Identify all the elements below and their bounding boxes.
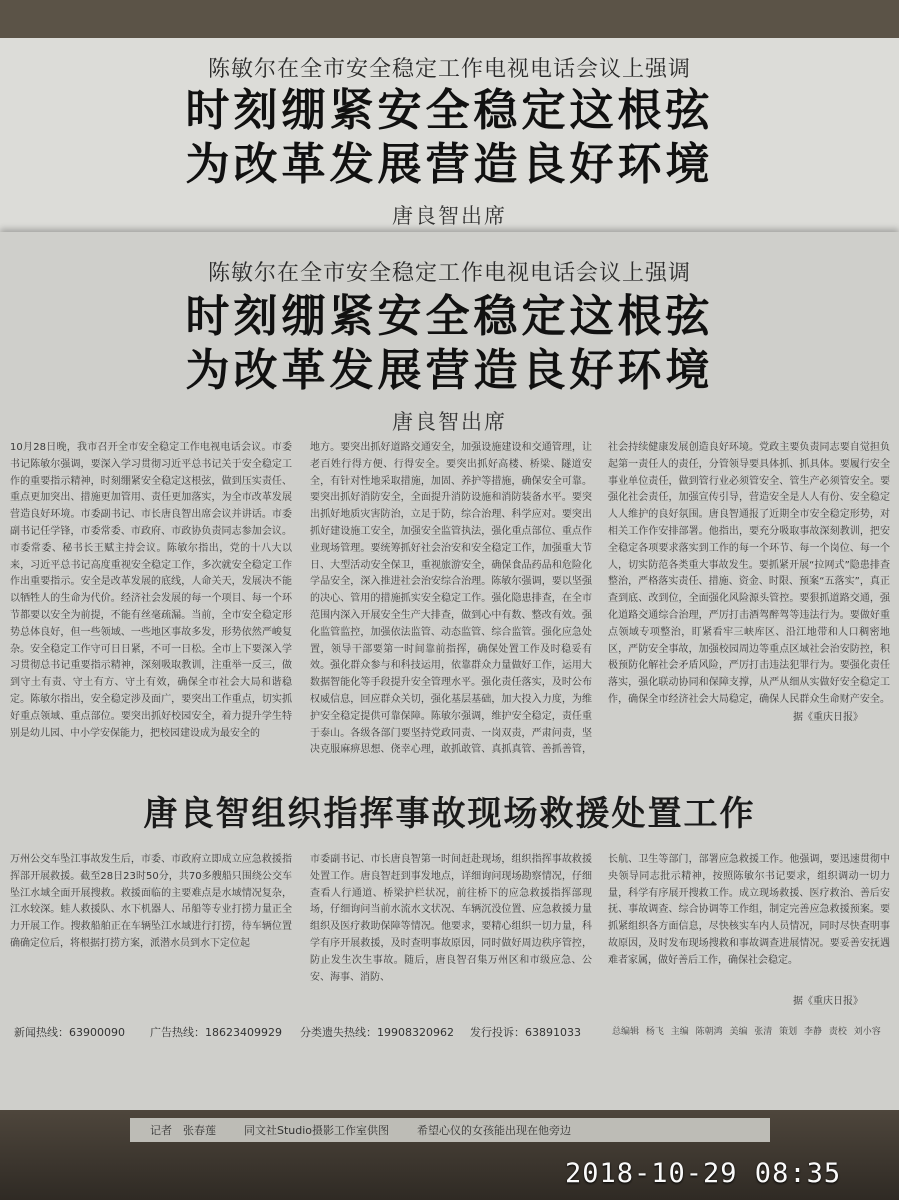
photo-timestamp: 2018-10-29 08:35 <box>565 1158 842 1189</box>
front-attendance: 唐良智出席 <box>392 410 507 434</box>
reporter-credit: 记者 张春莲 <box>150 1124 216 1137</box>
back-headline-line2: 为改革发展营造良好环境 <box>185 139 714 190</box>
classified-hotline: 分类遗失热线：19908320962 <box>300 1026 454 1039</box>
article1-column-3: 社会持续健康发展创造良好环境。党政主要负责同志要自觉担负起第一责任人的责任，分管领导要具体抓、抓具体。要履行安全事业单位责任，做到管行业必须管安全、管生产必须管安全。要强化社会责任，加强宣传引导，营造安全是人人有份、安全稳定人人维护的良好氛围。唐良智通报了近期全市安全稳定形势，对相关工作作安排部署。他指出，要充分吸取事故深刻教训，把安全稳定各项要求落实到工作的每一个环节、每一个岗位、每一个人，切实防范各类重大事故发生。要抓紧开展“拉网式”隐患排查整治，严格落实责任、措施、资金、时限、预案“五落实”，真正查到底、改到位，全面强化风险源头管控。要狠抓道路交通，强化道路交通综合治理，严厉打击酒驾醉驾等违法行为。要做好重点领域专项整治，盯紧看牢三峡库区、沿江地带和人口稠密地区，严防安全事故，加强校园周边等重点区域社会治安防控，积极预防化解社会矛盾风险，严厉打击违法犯罪行为。要强化责任落实，强化联动协同和保障支撑，从严从细从实做好安全稳定工作，确保全市经济社会大局稳定，确保人民群众生命财产安全。 <box>608 442 890 704</box>
article2-column-1: 万州公交车坠江事故发生后，市委、市政府立即成立应急救援指挥部开展救援。截至28日23时50分，共70多艘船只围绕公交车坠江水域全面开展搜救。救援面临的主要难点是水域情况复杂，江水较深。蛙人救援队、水下机器人、吊船等专业打捞力量正全力开展工作。搜救船舶正在车辆坠江水域进行打捞，待车辆位置确确定位后，将根据打捞方案，派潜水员到水下定位起 <box>10 854 292 949</box>
article2-column-3: 长航、卫生等部门，部署应急救援工作。他强调，要迅速贯彻中央领导同志批示精神，按照陈敏尔书记要求，组织调动一切力量，科学有序展开搜救工作。成立现场救援、医疗救治、善后安抚、事故调查、综合协调等工作组，制定完善应急救援预案。要抓紧组织各方面信息，尽快核实车内人员情况，同时尽快查明事故原因，及时发布现场搜救和事故调查进展情况。要妥善安抚遇难者家属，做好善后工作，确保社会稳定。 <box>608 854 890 966</box>
back-attendance: 唐良智出席 <box>392 204 507 228</box>
front-subtitle: 陈敏尔在全市安全稳定工作电视电话会议上强调 <box>207 261 691 286</box>
news-hotline: 新闻热线：63900090 <box>14 1026 125 1039</box>
complaint-hotline: 发行投诉：63891033 <box>470 1026 581 1039</box>
article1-column-2: 地方。要突出抓好道路交通安全，加强设施建设和交通管理，让老百姓行得方便、行得安全。要突出抓好高楼、桥梁、隧道安全，有针对性地采取措施，加固、养护等措施，确保安全可靠。要突出抓好消防安全，全面提升消防设施和消防装备水平。要突出抓好地质灾害防治，立足于防，综合治理、科学应对。要突出抓好建设施工安全，加强安全监管执法，强化重点部位、重点作业现场管理。要统筹抓好社会治安和安全稳定工作，加强重大节日、大型活动安全保卫，重视旅游安全，确保食品药品和危险化学品安全，深入推进社会治安综合治理。陈敏尔强调，要以坚强的决心、管用的措施抓实安全稳定工作。强化隐患排查，在全市范围内深入开展安全生产大排查，做到心中有数、整改有效。强化监管监控，加强依法监管、动态监管、综合监管。强化应急处置，领导干部要第一时间靠前指挥，确保处置工作及时稳妥有效。强化群众参与和科技运用，依靠群众力量做好工作，运用大数据智能化等手段提升安全管理水平。强化责任落实，及时公布权威信息，回应群众关切，强化基层基础，加大投入力度，为维护安全稳定提供可靠保障。陈敏尔强调，维护安全稳定，责任重于泰山。各级各部门要坚持党政同责、一岗双责，严肃问责，坚决克服麻痹思想、侥幸心理，敢抓敢管、真抓真管、善抓善管， <box>310 442 592 756</box>
article1-source: 据《重庆日报》 <box>793 712 863 723</box>
staff-credits: 总编辑 杨飞 主编 陈朝鸿 美编 张清 策划 李静 责校 刘小容 <box>612 1027 881 1037</box>
photo-caption: 希望心仪的女孩能出现在他旁边 <box>417 1124 572 1137</box>
back-subtitle: 陈敏尔在全市安全稳定工作电视电话会议上强调 <box>207 57 691 82</box>
back-newspaper-sheet <box>0 38 899 243</box>
studio-credit: 同文社Studio摄影工作室供图 <box>244 1124 390 1137</box>
back-headline-line1: 时刻绷紧安全稳定这根弦 <box>185 85 714 136</box>
ad-hotline: 广告热线：18623409929 <box>150 1026 282 1039</box>
bottom-newspaper-strip <box>130 1118 770 1142</box>
article2-column-2: 市委副书记、市长唐良智第一时间赶赴现场，组织指挥事故救援处置工作。唐良智赶到事发地点，详细询问现场勘察情况，仔细查看人行通道、桥梁护栏状况，前往桥下的应急救援指挥部现场，仔细询问当前水流水文状况、车辆沉没位置、应急救援力量组织及医疗救助保障等情况。他要求，要精心组织一切力量，科学有序开展救援，及时查明事故原因，同时做好周边秩序管控，防止发生次生事故。随后，唐良智召集万州区和市级应急、公安、海事、消防、 <box>310 854 592 983</box>
article2-headline: 唐良智组织指挥事故现场救援处置工作 <box>143 794 756 834</box>
front-newspaper-sheet <box>0 232 899 1110</box>
front-headline-line1: 时刻绷紧安全稳定这根弦 <box>185 291 714 342</box>
article2-source: 据《重庆日报》 <box>793 996 863 1007</box>
article1-column-1: 10月28日晚，我市召开全市安全稳定工作电视电话会议。市委书记陈敏尔强调，要深入学习贯彻习近平总书记关于安全稳定工作的重要指示精神，时刻绷紧安全稳定这根弦，做到压实责任、重点更加突出、措施更加管用、责任更加落实，为全市改革发展营造良好环境。市委副书记、市长唐良智出席会议并讲话。市委副书记任学锋，市委常委、市政府、市政协负责同志参加会议。市委常委、秘书长王赋主持会议。陈敏尔指出，党的十八大以来，习近平总书记高度重视安全稳定工作，多次就安全稳定工作作出重要指示。安全是改革发展的底线，人命关天，发展决不能以牺牲人的生命为代价。经济社会发展的每一个项目、每一个环节都要以安全为前提，不能有丝毫疏漏。当前，全市安全稳定形势总体良好，但一些领域、一些地区事故多发，形势依然严峻复杂。安全稳定工作守可日日紧，不可一日松。全市上下要深入学习贯彻总书记重要指示精神，深刻吸取教训，注重举一反三，做到守土有责、守土有方、守土有效，确保全市社会大局和谐稳定。陈敏尔指出，安全稳定涉及面广，要突出工作重点，切实抓好重点领域、重点部位。要突出抓好校园安全，着力提升学生特别是幼儿园、中小学安保能力，把校园建设成为最安全的 <box>10 442 292 739</box>
front-headline-line2: 为改革发展营造良好环境 <box>185 345 714 396</box>
